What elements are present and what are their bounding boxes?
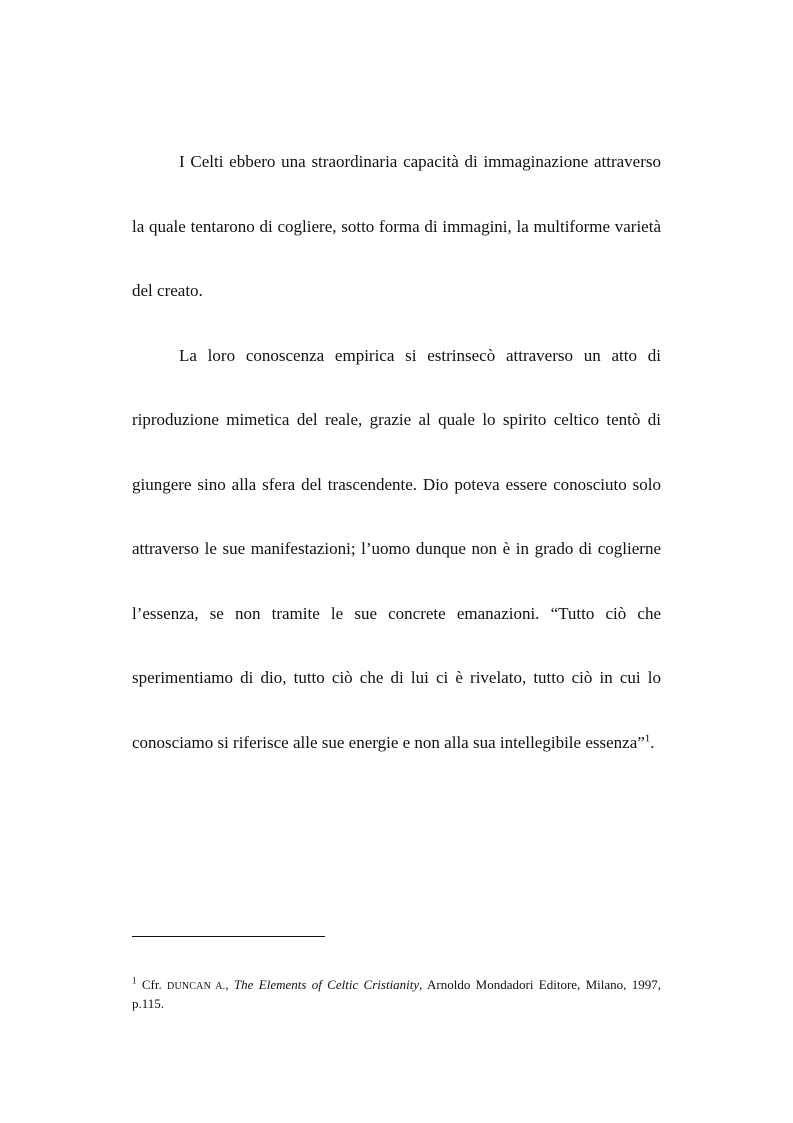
body-text	[132, 130, 661, 775]
paragraph-2	[132, 324, 661, 776]
paragraph-2-text: La loro conoscenza empirica si estrinsecò attraverso un atto di riproduzione mimetica del reale, grazie al quale lo spirito celtico tentò di giungere sino alla sfera del trascendente. Dio poteva essere conosciuto solo attraverso le sue manifestazioni; l’uomo dunque non è in grado di coglierne l’essenza, se non tramite le sue concrete emanazioni. “Tutto ciò che sperimentiamo di dio, tutto ciò che di lui ci è rivelato, tutto ciò in cui lo conosciamo si riferisce alle sue energie e non alla sua intellegibile essenza”	[132, 345, 661, 752]
footnote-book-title: The Elements of Celtic Cristianity	[233, 977, 420, 992]
paragraph-2-end: .	[650, 732, 655, 752]
footnote-prefix: Cfr.	[141, 977, 162, 992]
footnote	[132, 976, 661, 1012]
footnote-author: DUNCAN A.	[167, 981, 226, 992]
footnote-number: 1	[132, 975, 137, 986]
paragraph-1: I Celti ebbero una straordinaria capacità di immaginazione attraverso la quale tentarono di cogliere, sotto forma di immagini, la multiforme varietà del creato.	[132, 152, 661, 300]
footnote-separator: ,	[225, 977, 229, 992]
footnote-publication: , Arnoldo Mondadori Editore, Milano, 1997, p.115.	[132, 977, 661, 1011]
footnote-reference: 1	[644, 731, 651, 744]
footnote-divider	[132, 936, 325, 937]
